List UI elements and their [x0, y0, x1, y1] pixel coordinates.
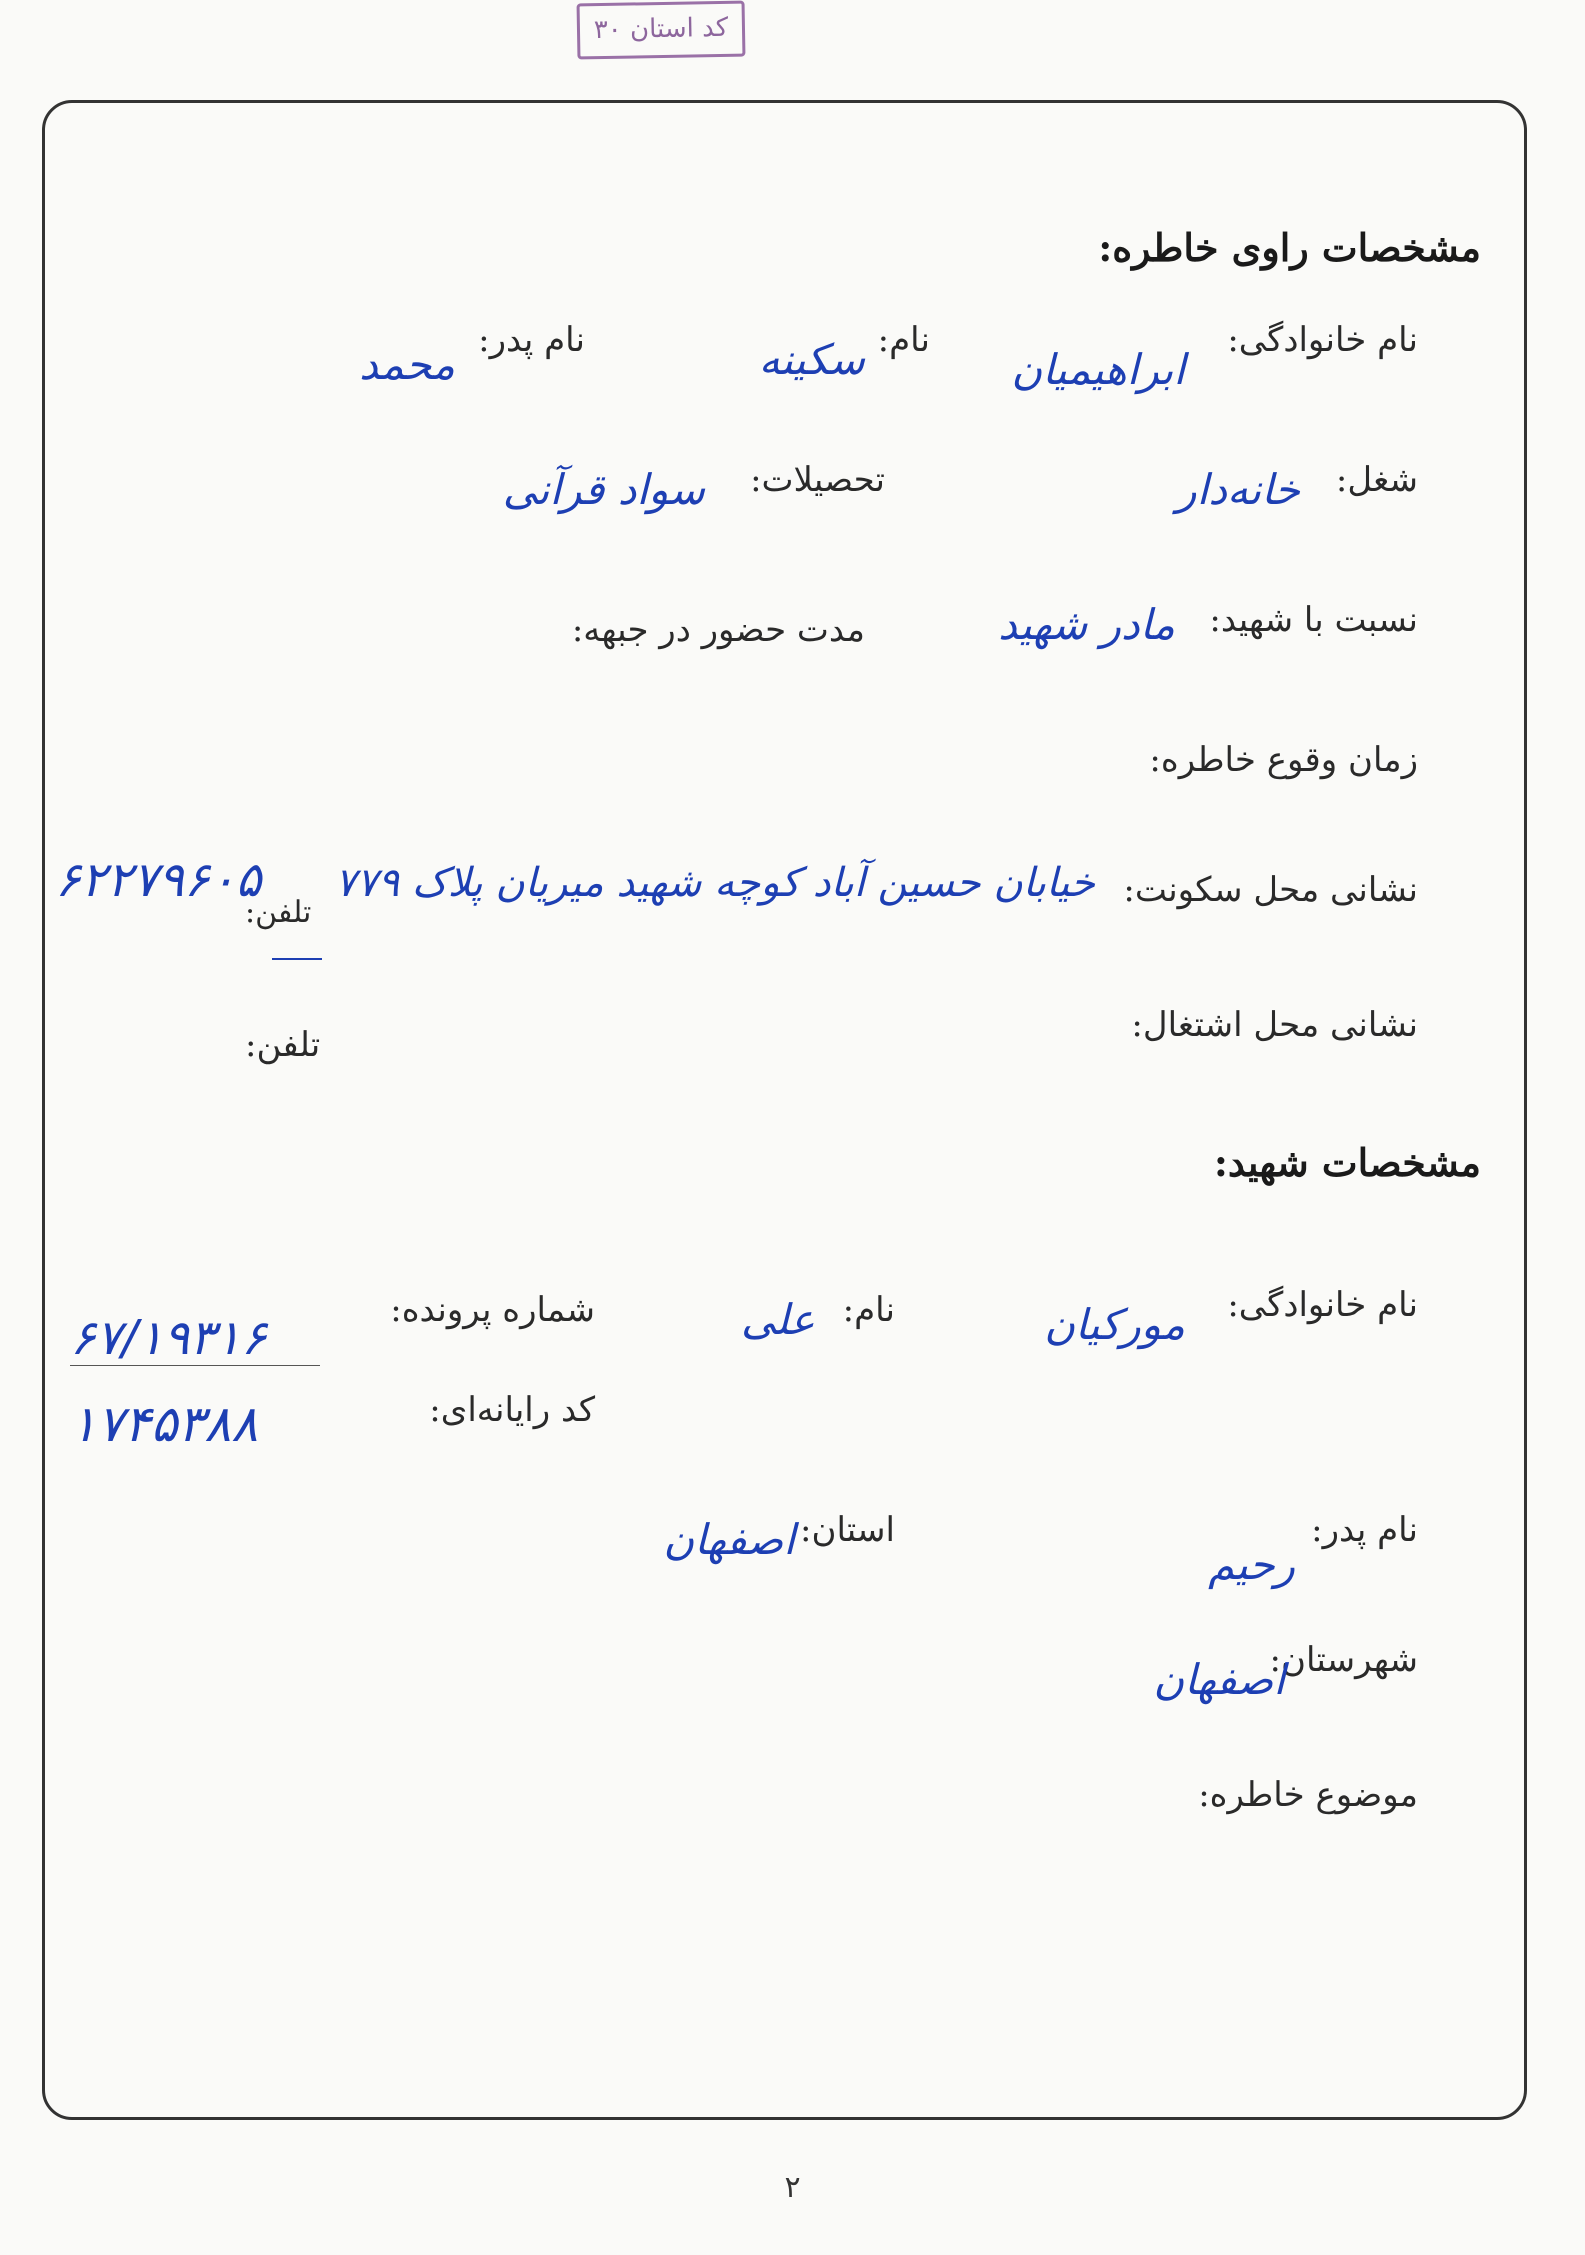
- martyr-name-value: علی: [741, 1295, 815, 1344]
- narrator-residence-value: خیابان حسین آباد کوچه شهید میریان پلاک ۷۷۹: [334, 860, 1095, 906]
- martyr-family-name-label: نام خانوادگی:: [1227, 1285, 1418, 1325]
- narrator-job-value: خانه‌دار: [1176, 465, 1300, 514]
- martyr-city-label: شهرستان:: [1269, 1640, 1418, 1680]
- narrator-education-value: سواد قرآنی: [502, 465, 705, 514]
- narrator-education-label: تحصیلات:: [750, 460, 885, 500]
- narrator-event-time-label: زمان وقوع خاطره:: [1149, 740, 1418, 780]
- narrator-job-label: شغل:: [1335, 460, 1418, 500]
- narrator-work-phone-label: تلفن:: [245, 1025, 321, 1065]
- martyr-file-number-value: ۶۷/۱۹۳۱۶: [70, 1310, 267, 1366]
- page-number: ۲: [784, 2170, 801, 2205]
- phone-underline: [272, 958, 322, 960]
- narrator-father-value: محمد: [359, 340, 455, 389]
- martyr-father-value: رحیم: [1208, 1540, 1295, 1589]
- narrator-father-label: نام پدر:: [478, 320, 585, 360]
- narrator-name-value: سکینه: [758, 335, 865, 384]
- martyr-province-label: استان:: [800, 1510, 895, 1550]
- narrator-family-name-label: نام خانوادگی:: [1227, 320, 1418, 360]
- martyr-computer-code-label: کد رایانه‌ای:: [429, 1390, 595, 1430]
- narrator-heading: مشخصات راوی خاطره:: [1098, 225, 1481, 270]
- martyr-father-label: نام پدر:: [1311, 1510, 1418, 1550]
- narrator-name-label: نام:: [877, 320, 930, 360]
- martyr-name-label: نام:: [842, 1290, 895, 1330]
- narrator-residence-label: نشانی محل سکونت:: [1123, 870, 1418, 910]
- narrator-residence-phone-value: ۶۲۲۷۹۶۰۵: [55, 852, 262, 908]
- martyr-heading: مشخصات شهید:: [1213, 1140, 1481, 1185]
- narrator-relation-label: نسبت با شهید:: [1209, 600, 1418, 640]
- martyr-province-value: اصفهان: [663, 1515, 795, 1564]
- martyr-memory-topic-label: موضوع خاطره:: [1198, 1775, 1418, 1815]
- file-number-underline: [70, 1365, 320, 1366]
- martyr-city-value: اصفهان: [1153, 1655, 1285, 1704]
- narrator-family-name-value: ابراهیمیان: [1011, 345, 1185, 394]
- martyr-file-number-label: شماره پرونده:: [390, 1290, 595, 1330]
- narrator-front-duration-label: مدت حضور در جبهه:: [571, 610, 865, 650]
- form-frame: [42, 100, 1527, 2120]
- narrator-residence-phone-label: تلفن:: [245, 895, 312, 930]
- narrator-relation-value: مادر شهید: [998, 600, 1175, 649]
- narrator-work-label: نشانی محل اشتغال:: [1131, 1005, 1418, 1045]
- province-code-stamp: کد استان ۳۰: [577, 1, 746, 60]
- martyr-family-name-value: مورکیان: [1044, 1300, 1185, 1349]
- martyr-computer-code-value: ۱۷۴۵۳۸۸: [70, 1395, 258, 1453]
